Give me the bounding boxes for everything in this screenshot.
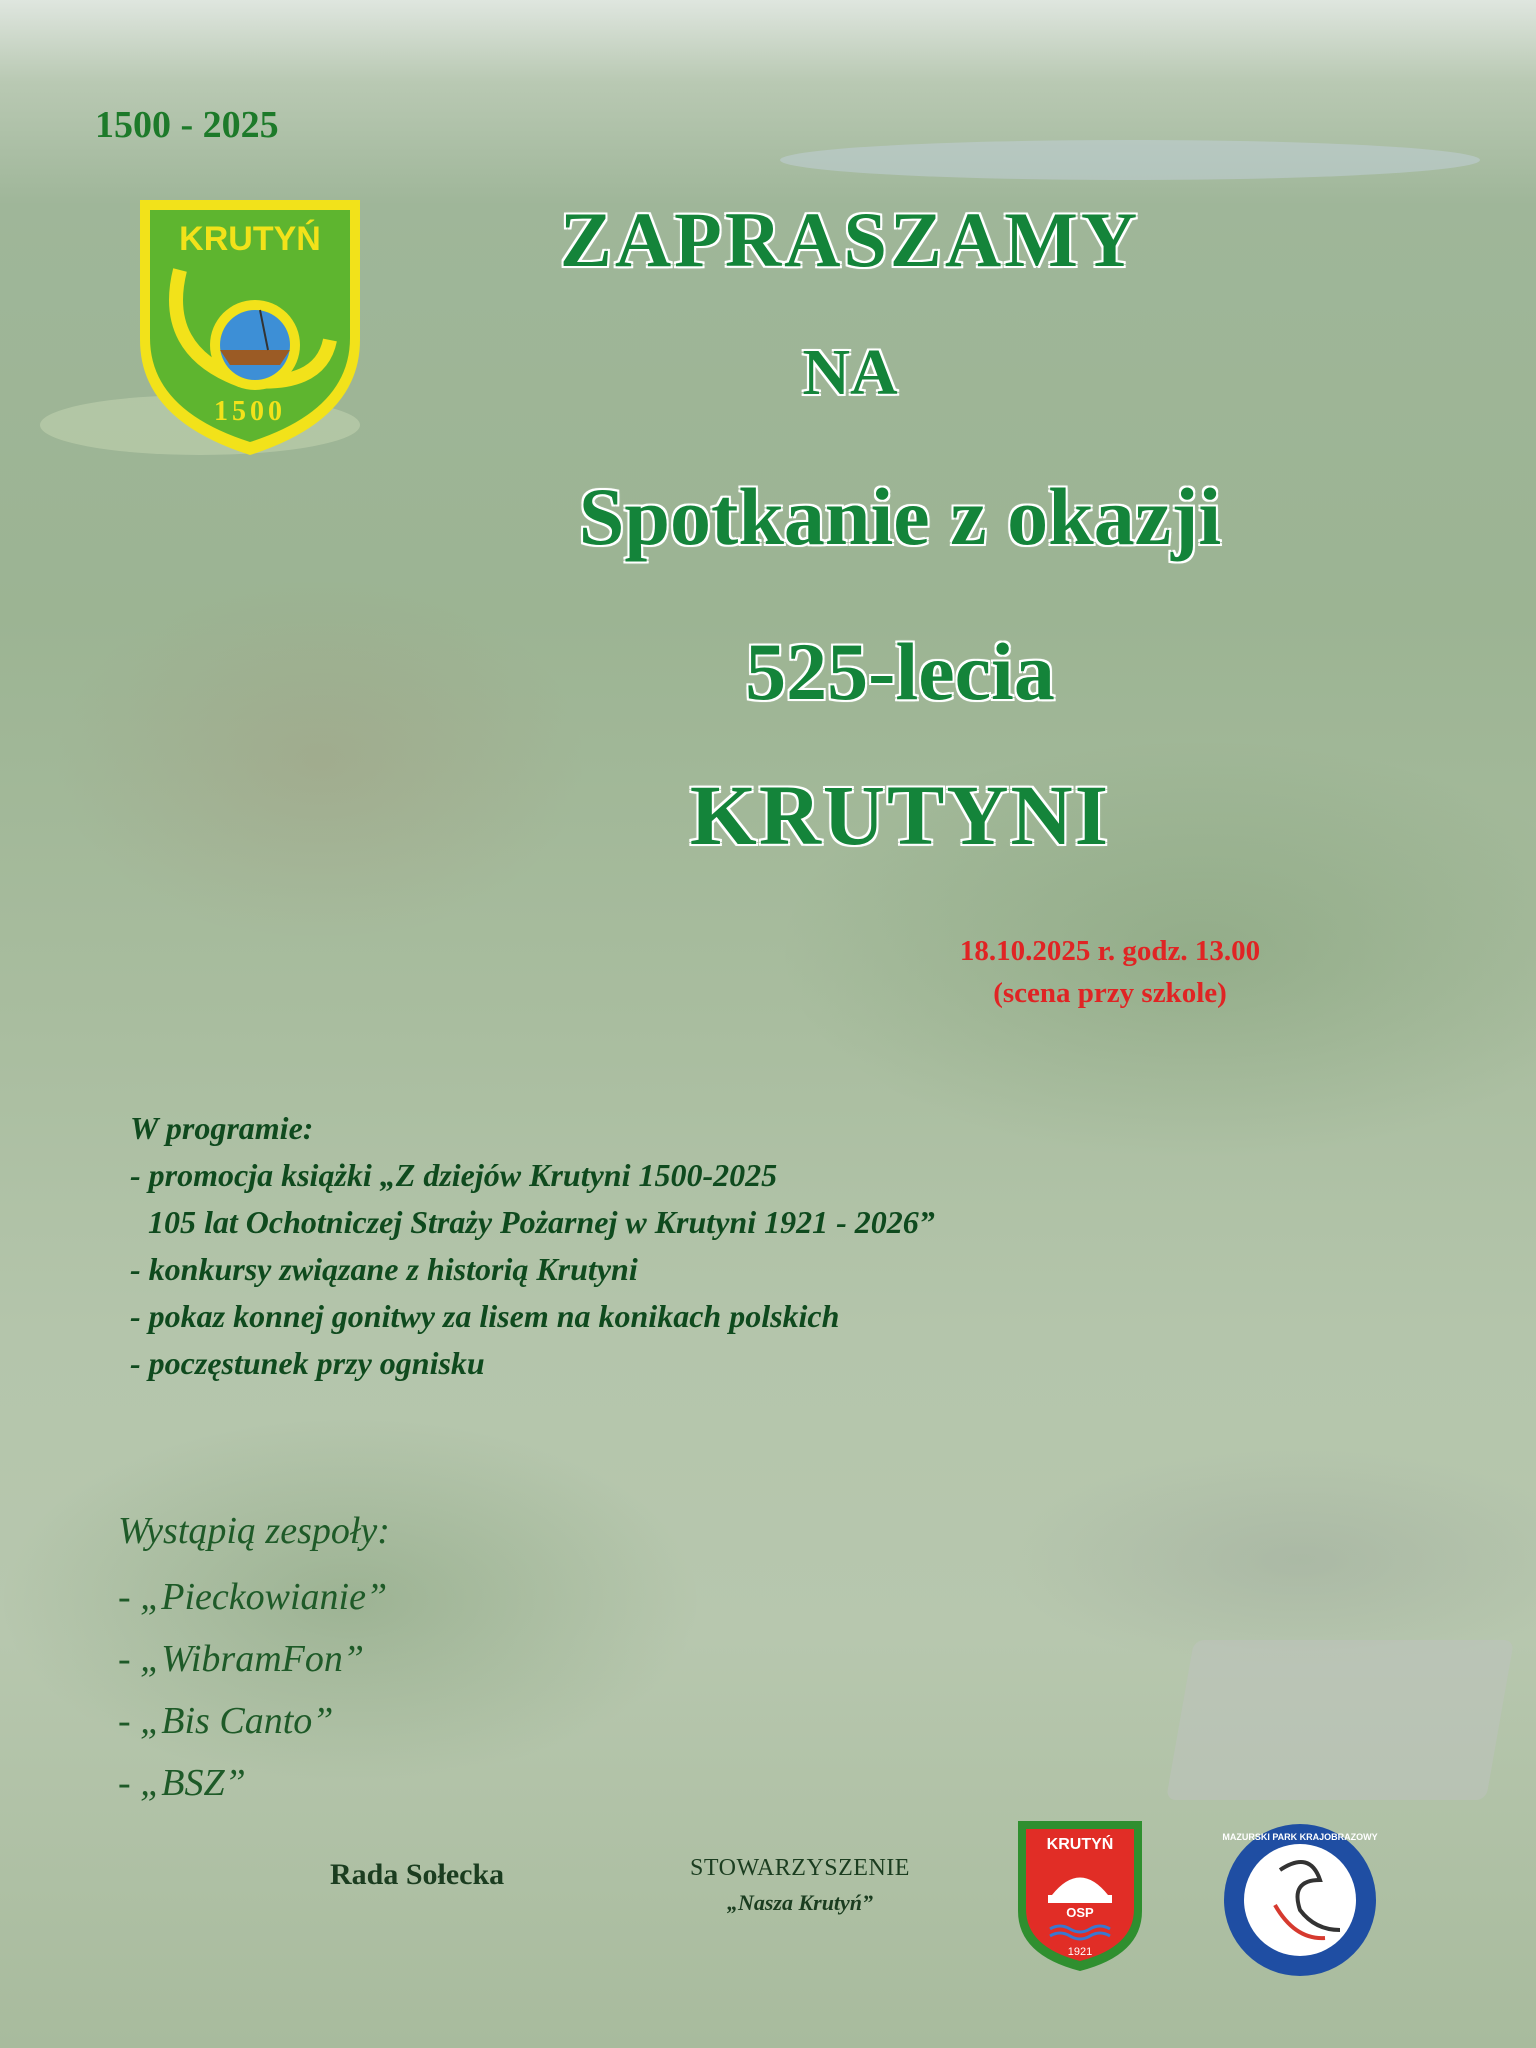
program-item: - pokaz konnej gonitwy za lisem na konikach polskich bbox=[130, 1298, 840, 1334]
years-range: 1500 - 2025 bbox=[95, 104, 279, 146]
band-item: - „BSZ” bbox=[118, 1762, 246, 1804]
bands-list bbox=[118, 1500, 818, 1814]
band-item: - „Bis Canto” bbox=[118, 1700, 334, 1742]
program-item: - konkursy związane z historią Krutyni bbox=[130, 1251, 638, 1287]
osp-logo-label: OSP bbox=[1066, 1905, 1094, 1920]
coat-of-arms-name: KRUTYŃ bbox=[179, 220, 321, 258]
osp-logo-year: 1921 bbox=[1067, 1946, 1093, 1958]
bands-title: Wystąpią zespoły: bbox=[118, 1510, 390, 1552]
program-item: - poczęstunek przy ognisku bbox=[130, 1345, 485, 1381]
coat-of-arms-year: 1500 bbox=[214, 396, 286, 427]
program-list bbox=[130, 1105, 1510, 1387]
osp-logo-name: KRUTYŃ bbox=[1046, 1836, 1114, 1853]
band-item: - „Pieckowianie” bbox=[118, 1576, 388, 1618]
program-item: - promocja książki „Z dziejów Krutyni 1500-2025 bbox=[130, 1157, 778, 1193]
fire-brigade-helmet-shield-icon bbox=[1012, 1815, 1148, 1975]
association-label: STOWARZYSZENIE bbox=[690, 1855, 910, 1881]
program-title: W programie: bbox=[130, 1110, 314, 1146]
headline-na: NA bbox=[802, 336, 898, 409]
headline-invite: ZAPRASZAMY bbox=[559, 196, 1141, 283]
organizer-association bbox=[650, 1855, 950, 1916]
background-lake bbox=[780, 140, 1480, 180]
program-item: 105 lat Ochotniczej Straży Pożarnej w Krutyni 1921 - 2026” bbox=[148, 1204, 935, 1240]
background-parking bbox=[1166, 1640, 1514, 1800]
band-item: - „WibramFon” bbox=[118, 1638, 364, 1680]
event-info bbox=[860, 930, 1360, 1014]
park-logo-text: MAZURSKI PARK KRAJOBRAZOWY bbox=[1222, 1832, 1378, 1842]
coat-of-arms-logo bbox=[120, 190, 380, 460]
event-date-time: 18.10.2025 r. godz. 13.00 bbox=[959, 935, 1261, 967]
crane-bird-circle-icon bbox=[1220, 1820, 1380, 1980]
headline-meeting: Spotkanie z okazji bbox=[578, 471, 1222, 562]
organizer-council: Rada Sołecka bbox=[330, 1858, 505, 1891]
association-name: „Nasza Krutyń” bbox=[726, 1890, 874, 1915]
headline-village: KRUTYNI bbox=[689, 767, 1111, 863]
event-location: (scena przy szkole) bbox=[993, 977, 1227, 1010]
headline-anniversary: 525-lecia bbox=[745, 626, 1055, 717]
